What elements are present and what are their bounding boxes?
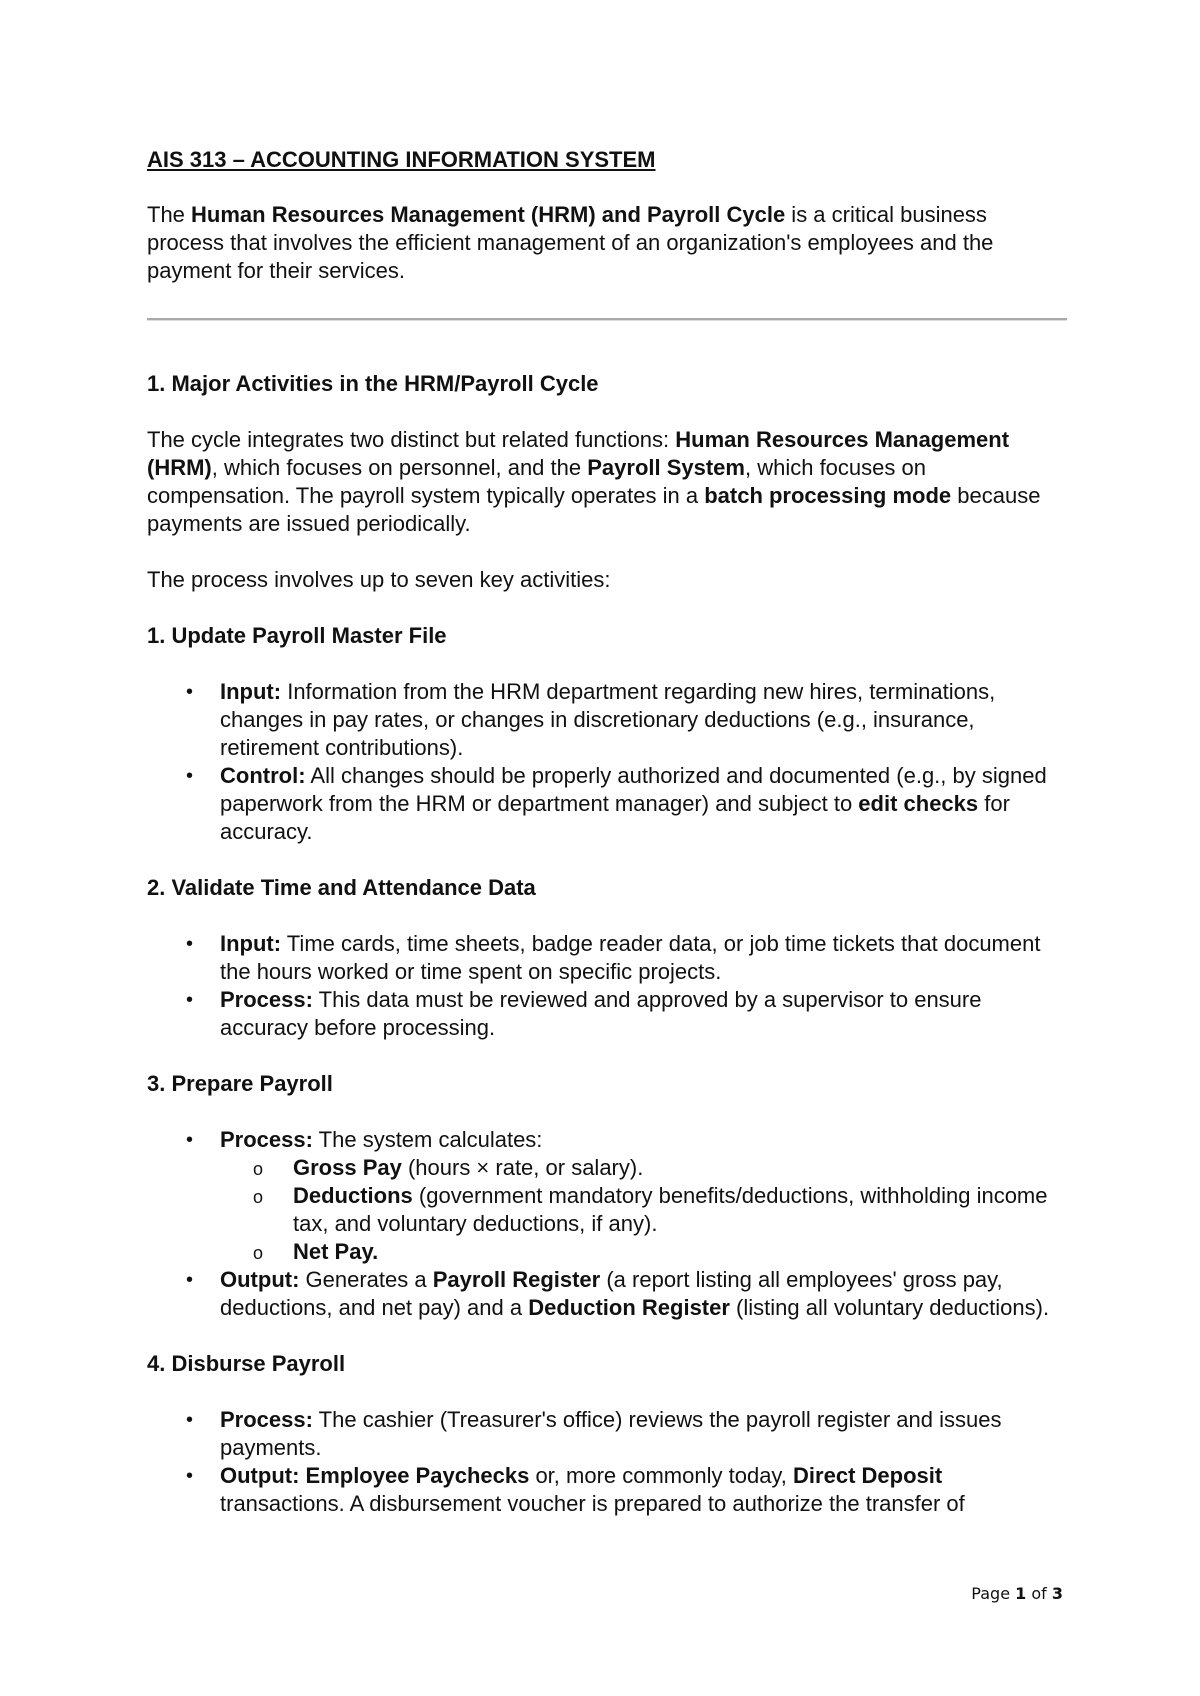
activity2-list (147, 930, 1067, 1042)
list-item (147, 678, 1067, 762)
item-text: Information from the HRM department regarding new hires, terminations, changes in pay rates, or changes in discretionary deductions (e.g., insurance, retirement contributions). (220, 679, 996, 760)
item-text: The cashier (Treasurer's office) reviews the payroll register and issues payments. (220, 1407, 1002, 1460)
para-text: , which focuses on compensation. The payroll system typically operates in a (147, 455, 926, 508)
bullet-icon: • (186, 933, 194, 955)
item-text: transactions. A disbursement voucher is prepared to authorize the transfer of (220, 1491, 965, 1516)
item-text: The system calculates: (312, 1127, 543, 1152)
item-text: (a report listing all employees' gross pay, deductions, and net pay) and a (220, 1267, 1003, 1320)
intro-text-2: is a critical business process that involves the efficient management of an organization's employees and the payment for their services. (147, 202, 994, 283)
intro-bold: Human Resources Management (HRM) and Payroll Cycle (191, 202, 786, 227)
section1-paragraph-2: The process involves up to seven key activities: (147, 567, 611, 592)
item-label: Control: (220, 763, 306, 788)
item-bold: Deduction Register (528, 1295, 730, 1320)
footer-text: of (1026, 1584, 1052, 1603)
item-label: Process: (220, 1407, 313, 1432)
section-heading-major-activities: 1. Major Activities in the HRM/Payroll Cycle (147, 371, 599, 396)
item-text: Time cards, time sheets, badge reader data, or job time tickets that document the hours worked or time spent on specific projects. (220, 931, 1041, 984)
item-label: Output: (220, 1463, 300, 1488)
item-text: or, more commonly today, (529, 1463, 794, 1488)
bullet-icon: • (186, 765, 194, 787)
para-bold: batch processing mode (704, 483, 952, 508)
item-bold: Employee Paychecks (299, 1463, 530, 1488)
horizontal-divider (147, 318, 1067, 321)
item-label: Output: (220, 1267, 300, 1292)
section1-paragraph (147, 426, 1067, 538)
item-text: This data must be reviewed and approved by a supervisor to ensure accuracy before processing. (220, 987, 982, 1040)
item-bold: Gross Pay (293, 1155, 402, 1180)
para-bold: Human Resources Management (HRM) (147, 427, 1010, 480)
item-text: (listing all voluntary deductions). (729, 1295, 1050, 1320)
list-item (147, 762, 1067, 846)
item-text: All changes should be properly authorized and documented (e.g., by signed paperwork from the HRM or department manager) and subject to (220, 763, 1047, 816)
para-text: The cycle integrates two distinct but related functions: (147, 427, 676, 452)
list-item (147, 1462, 1067, 1518)
item-text: Generates a (299, 1267, 433, 1292)
item-bold: Direct Deposit (793, 1463, 943, 1488)
intro-text: The (147, 202, 192, 227)
document-title: AIS 313 – ACCOUNTING INFORMATION SYSTEM (147, 147, 656, 172)
page-number-footer (971, 1580, 1063, 1608)
activity1-list (147, 678, 1067, 846)
total-pages-number: 3 (1051, 1584, 1063, 1603)
item-label: Process: (220, 987, 313, 1012)
item-bold: Net Pay (293, 1239, 373, 1264)
activity3-list (147, 1126, 1067, 1322)
list-item (147, 986, 1067, 1042)
bullet-icon: • (186, 1129, 194, 1151)
sub-list-item (220, 1238, 1067, 1266)
item-text: for accuracy. (220, 791, 1010, 844)
item-bold: edit checks (858, 791, 979, 816)
sub-bullet-icon: o (253, 1187, 264, 1207)
bullet-icon: • (186, 989, 194, 1011)
item-text: (government mandatory benefits/deductions, withholding income tax, and voluntary deductions, if any). (293, 1183, 1048, 1236)
sub-list-item (220, 1182, 1067, 1238)
item-label: Input: (220, 679, 282, 704)
para-text: , which focuses on personnel, and the (211, 455, 588, 480)
sub-bullet-icon: o (253, 1159, 264, 1179)
intro-paragraph (147, 201, 1067, 285)
bullet-icon: • (186, 1269, 194, 1291)
bullet-icon: • (186, 1465, 194, 1487)
document-page (147, 146, 1067, 1546)
sub-list-item (220, 1154, 1067, 1182)
bullet-icon: • (186, 1409, 194, 1431)
item-bold: Payroll Register (432, 1267, 601, 1292)
current-page-number: 1 (1015, 1584, 1027, 1603)
para-bold: Payroll System (587, 455, 745, 480)
activity-heading-update-master-file: 1. Update Payroll Master File (147, 623, 447, 648)
sub-bullet-icon: o (253, 1243, 264, 1263)
item-text: . (372, 1239, 379, 1264)
item-bold: Deductions (293, 1183, 413, 1208)
list-item (147, 1126, 1067, 1266)
activity-heading-disburse-payroll: 4. Disburse Payroll (147, 1351, 346, 1376)
item-label: Process: (220, 1127, 313, 1152)
list-item (147, 1406, 1067, 1462)
activity-heading-validate-time: 2. Validate Time and Attendance Data (147, 875, 536, 900)
activity4-list (147, 1406, 1067, 1518)
item-text: (hours × rate, or salary). (401, 1155, 644, 1180)
list-item (147, 930, 1067, 986)
list-item (147, 1266, 1067, 1322)
item-label: Input: (220, 931, 282, 956)
footer-text: Page (971, 1584, 1016, 1603)
activity-heading-prepare-payroll: 3. Prepare Payroll (147, 1071, 333, 1096)
bullet-icon: • (186, 681, 194, 703)
sub-list (220, 1154, 1067, 1266)
para-text: because payments are issued periodically. (147, 483, 1041, 536)
